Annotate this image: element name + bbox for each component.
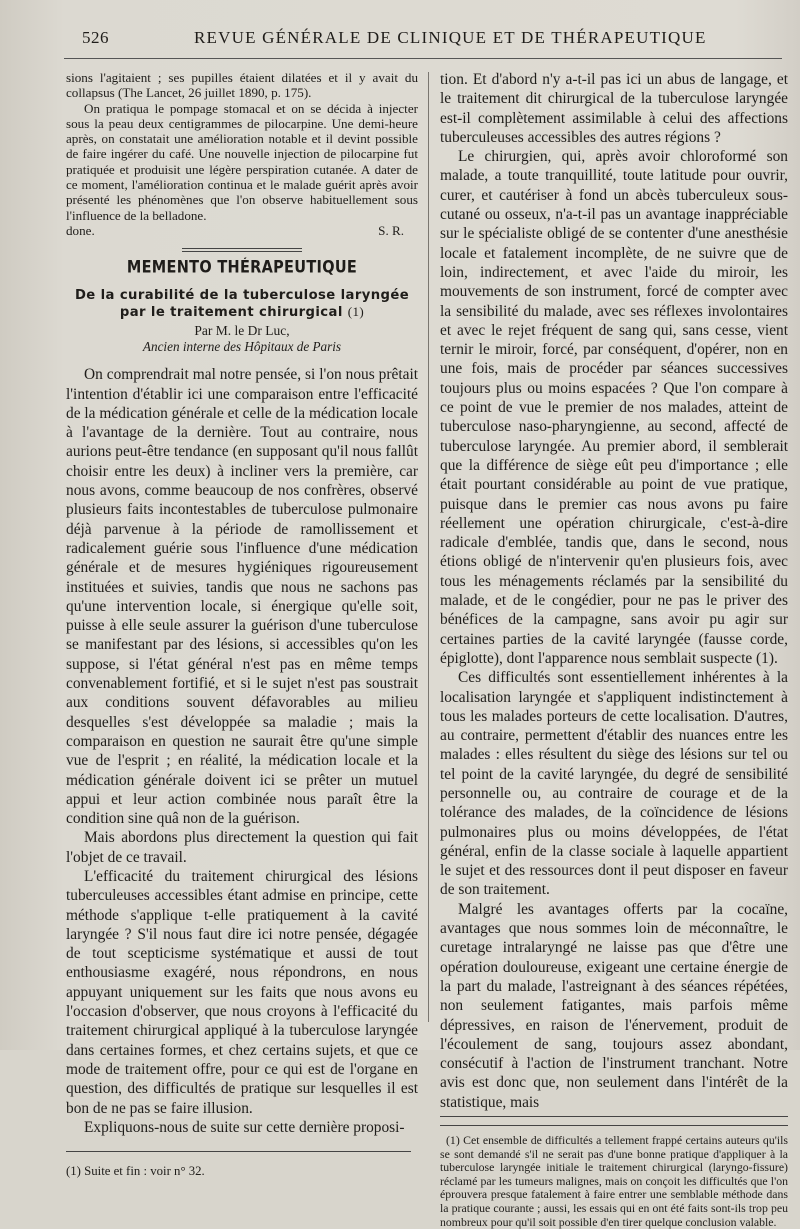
left-paragraph-1: sions l'agitaient ; ses pupilles étaient dilatées et il y avait du collapsus (The Lancet, 26 juillet 1890, p. 175). — [66, 70, 418, 101]
left-footnote: (1) Suite et fin : voir n° 32. — [66, 1164, 205, 1179]
footnote-rule-right-2 — [440, 1125, 788, 1126]
section-title: MEMENTO THÉRAPEUTIQUE — [126, 259, 358, 278]
left-paragraph-5: L'efficacité du traitement chirurgical des lésions tuberculeuses accessibles étant admise en principe, cette méthode s'applique t-elle pratiquement à la cavité laryngée ? S'il nous faut dire ici notre pensée, dégagée de tout scepticisme systématique et aussi de tout enthousiasme exagéré, nous répondrons, en nous appuyant uniquement sur les faits que nous avons eu l'occasion d'observer, que nous croyons à l'efficacité du traitement chirurgical appliqué à la tuberculose laryngée dans certaines formes, et chez certains sujets, et que ce mode de traitement offre, pour ce qui est de l'organe en question, des difficultés de pratique sur lesquelles il est bon de ne pas se faire illusion. — [66, 867, 418, 1117]
right-paragraph-1: tion. Et d'abord n'y a-t-il pas ici un abus de langage, et le traitement dit chirurgical de la tuberculose laryngée est-il complètement assimilable à celui des affections tuberculeuses accessibles des autres régions ? — [440, 71, 788, 146]
header-rule — [64, 58, 782, 59]
right-column — [440, 70, 788, 1229]
footnote-rule-right — [440, 1116, 788, 1117]
author-affiliation: Ancien interne des Hôpitaux de Paris — [142, 339, 342, 355]
left-column — [66, 70, 418, 1179]
right-footnote: (1) Cet ensemble de difficultés a tellement frappé certains auteurs qu'ils se sont demandé s'il ne serait pas d'une bonne pratique d'appliquer à la tuberculose laryngée initiale le traitement chirurgical (laryngo-fissure) réclamé par les tumeurs malignes, mais on conçoit les difficultés que l'on éprouvera presque fatalement à faire entrer une semblable méthode dans la pratique courante ; aussi, les essais qui en ont été faits sont-ils trop peu nombreux pour qu'il soit possible d'en tirer quelque conclusion valable. — [440, 1133, 788, 1229]
signature: S. R. — [378, 222, 404, 238]
double-rule-ornament — [182, 246, 302, 254]
right-paragraph-3: Ces difficultés sont essentiellement inhérentes à la localisation laryngée et s'appliquent indistinctement à tous les malades porteurs de cette localisation. D'autres, au contraire, permettent d'établir des nuances entre les malades : elles résultent du siège des lésions sur tel ou tel point de la cavité laryngée, du degré de sensibilité personnelle ou, au contraire de courage et de la tolérance des malades, de la coïncidence de lésions pulmonaires plus ou moins développées, de l'état général, enfin de la classe sociale à laquelle appartient le sujet et des ressources dont il peut disposer en faveur de son traitement. — [440, 669, 788, 899]
running-title: REVUE GÉNÉRALE DE CLINIQUE ET DE THÉRAPEUTIQUE — [194, 28, 707, 47]
signature-line-text: done. — [66, 222, 95, 238]
signature-line — [66, 223, 418, 238]
left-paragraph-6: Expliquons-nous de suite sur cette dernière proposi- — [84, 1118, 405, 1136]
left-paragraph-4: Mais abordons plus directement la question qui fait l'objet de ce travail. — [66, 829, 418, 866]
right-paragraph-2: Le chirurgien, qui, après avoir chloroformé son malade, a toute tranquillité, toute latitude pour ouvrir, curer, et cautériser à fond un abcès tuberculeux sous-cutané ou osseux, n'a-t-il pas un avantage inappréciable sur le spécialiste obligé de se contenter d'une anesthésie locale et fatalement incomplète, de ne suivre que de loin, indirectement, et avec l'aide du miroir, les mouvements de son instrument, forcé de compter avec la sensibilité du malade, avec ses réflexes involontaires et avec le rejet fréquent de sang qui, sans cesse, vient ternir le miroir, forcé, par conséquent, d'opérer, non en une fois, mais de procéder par séances successives toujours plus ou moins espacées ? Que l'on compare à ce point de vue le premier de nos malades, atteint de tuberculose naso-pharyngienne, au second, affecté de tuberculose laryngée. Au premier abord, il semblerait que la différence de siège eût peu d'importance ; elle était pourtant considérable au point de vue pratique, puisque dans le premier cas nous avons pu faire réellement une opération chirurgicale, c'est-à-dire radicale d'emblée, tandis que, dans le second, nous étions obligé de n'intervenir qu'en plusieurs fois, avec tous les ménagements réclamés par la sensibilité du malade, et de le congédier, pour ne pas le priver des bénéfices de la campagne, sans avoir pu agir sur certaines parties de la cavité laryngée (fausse corde, épiglotte), dont l'apparence nous semblait suspecte (1). — [440, 148, 788, 667]
footnote-rule-left — [66, 1151, 411, 1152]
article-title-text: De la curabilité de la tuberculose laryngée par le traitement chirurgical — [74, 288, 410, 321]
page-header — [82, 28, 780, 54]
right-paragraph-4: Malgré les avantages offerts par la cocaïne, avantages que nous sommes loin de méconnaître, le curetage intralaryngé ne laisse pas que d'être une opération douloureuse, exigeant une certaine énergie de la part du malade, l'astreignant à des séances répétées, non seulement fatigantes, mais parfois même dépressives, en raison de l'énervement, produit de l'écoulement de sang, toujours assez abondant, consécutif à l'action de l'instrument tranchant. Notre avis est donc que, non seulement dans l'intérêt de la statistique, mais — [440, 900, 788, 1111]
page-number: 526 — [82, 28, 109, 47]
column-divider — [428, 72, 429, 1022]
article-title-note: (1) — [347, 304, 365, 320]
byline: Par M. le Dr Luc, — [194, 323, 290, 339]
article-title — [70, 288, 414, 321]
left-paragraph-2: On pratiqua le pompage stomacal et on se décida à injecter sous la peau deux centigrammes de pilocarpine. Une demi-heure après, on constatait une amélioration notable et il devint possible de faire ingérer du café. Une nouvelle injection de pilocarpine fut pratiquée et produisit une légère perspiration cutanée. A dater de ce moment, l'amélioration continua et le malade guérit après avoir présenté les phénomènes que l'on observe habituellement sous l'influence de la belladone. — [66, 100, 418, 223]
left-paragraph-3: On comprendrait mal notre pensée, si l'on nous prêtait l'intention d'établir ici une comparaison entre l'efficacité de la médication générale et celle de la médication locale à l'avantage de la dernière. Tout au contraire, nous aurions peut-être tendance (en supposant qu'il nous fallût choisir entre les deux) à incliner vers la première, car nous avons, comme beaucoup de nos confrères, observé plusieurs faits incontestables de tuberculose pulmonaire déjà parvenue à la période de ramollissement et radicalement guérie sous l'influence d'une médication générale et de mesures hygiéniques rigoureusement instituées et suivies, tandis que nous ne sachons pas qu'une intervention locale, si énergique qu'elle soit, puisse à elle seule assurer la guérison d'une tuberculose se manifestant par des lésions, si accessibles qu'on les suppose, si l'état général n'est pas en même temps convenablement fortifié, et si le sujet n'est pas soustrait aux conditions souvent défavorables au milieu desquelles s'est développée sa maladie ; mais la comparaison en question ne saurait être qu'une simple vue de l'esprit ; en réalité, la médication locale et la médication générale doivent ici se prêter un mutuel appui et leur action combinée nous paraît être la condition sine quâ non de la guérison. — [66, 366, 418, 828]
